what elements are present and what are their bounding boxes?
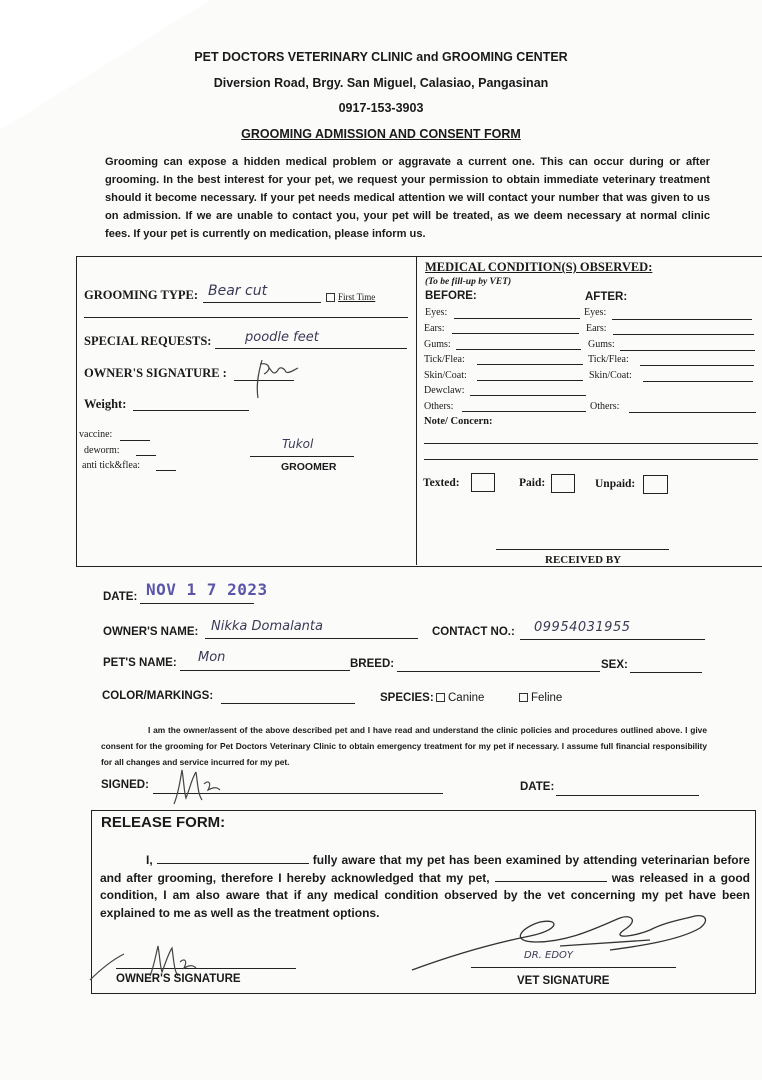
after-ears-label: Ears: [586,323,607,334]
weight-label: Weight: [84,397,127,411]
groomer-value[interactable]: Tukol [282,437,314,451]
grooming-type-value[interactable]: Bear cut [208,283,268,299]
before-skin-label: Skin/Coat: [424,370,467,381]
checkbox-icon [519,693,528,702]
special-requests-value[interactable]: poodle feet [245,330,319,345]
sex-line [630,672,702,673]
deworm-label: deworm: [84,445,120,456]
after-others-label: Others: [590,401,620,412]
texted-label: Texted: [423,477,460,489]
owner-name-label: OWNER'S NAME: [103,626,199,638]
date-stamp[interactable]: NOV 1 7 2023 [146,580,268,599]
before-others-label: Others: [424,401,454,412]
note-line-1 [424,443,758,444]
box-divider [416,256,417,565]
date2-label: DATE: [520,781,555,793]
after-tick-line [640,365,754,366]
after-skin-label: Skin/Coat: [589,370,632,381]
special-requests-line [215,348,407,349]
before-gums-label: Gums: [424,339,451,350]
antitick-line [156,470,176,471]
clinic-address: Diversion Road, Brgy. San Miguel, Calasiao, Pangasinan [213,76,549,90]
checkbox-icon [326,293,335,302]
color-label: COLOR/MARKINGS: [102,690,214,702]
after-eyes-label: Eyes: [584,307,607,318]
groomer-label: GROOMER [281,461,337,473]
note-line-2 [424,459,758,460]
before-dewclaw-label: Dewclaw: [424,385,465,396]
vet-name-value[interactable]: DR. EDOY [524,950,574,961]
first-time-label: First Time [338,292,376,302]
first-time-checkbox[interactable] [326,292,375,302]
vaccine-label: vaccine: [79,429,113,440]
before-ears-label: Ears: [424,323,445,334]
form-title: GROOMING ADMISSION AND CONSENT FORM [241,127,521,141]
contact-line [520,639,705,640]
grooming-type-line-2 [84,317,408,318]
owner-name-line [205,638,418,639]
date2-line [556,795,699,796]
owner-name-value[interactable]: Nikka Domalanta [211,619,323,634]
checkbox-icon [436,693,445,702]
after-tick-label: Tick/Flea: [588,354,629,365]
color-line [221,703,355,704]
breed-line [397,671,600,672]
received-by-label: RECEIVED BY [545,554,622,566]
groomer-line [250,456,354,457]
before-label: BEFORE: [425,290,477,302]
deworm-line [136,455,156,456]
weight-line [133,410,249,411]
signed-label: SIGNED: [101,779,149,791]
before-tick-label: Tick/Flea: [424,354,465,365]
before-gums-line [456,349,581,350]
after-label: AFTER: [585,291,628,303]
consent-text: I am the owner/assent of the above described pet and I have read and understand the clinic policies and procedures outlined above. I give consent for the grooming for Pet Doctors Veterinary Clinic to obtain emergency treatment for my pet if necessary. I assume full financial responsibility for all changes and service incurred for my pet. [101,725,707,767]
pet-name-value[interactable]: Mon [198,650,226,665]
after-gums-line [620,350,755,351]
before-skin-line [477,380,583,381]
vet-signature-label: VET SIGNATURE [517,975,610,987]
contact-label: CONTACT NO.: [432,626,515,638]
grooming-type-line [203,302,321,303]
canine-label: Canine [448,692,485,704]
received-by-line [496,549,669,550]
intro-paragraph: Grooming can expose a hidden medical problem or aggravate a current one. This can occur during or after grooming. In the best interest for your pet, we request your permission to obtain immediate veterinary treatment should it become necessary. If your pet needs medical attention we will contact your number that was given to us on admission. If we are unable to contact you, your pet will be treated, as we deem necessary at normal clinic fees. If your pet is currently on medication, please inform us. [105,156,710,240]
species-label: SPECIES: [380,692,434,704]
after-gums-label: Gums: [588,339,615,350]
release-pet-blank[interactable] [495,871,607,882]
paid-label: Paid: [519,477,546,489]
before-eyes-label: Eyes: [425,307,448,318]
contact-value[interactable]: 09954031955 [534,620,631,635]
clinic-phone: 0917-153-3903 [338,101,424,115]
sex-label: SEX: [601,659,628,671]
canine-option[interactable] [436,692,484,704]
before-dewclaw-line [470,395,586,396]
grooming-type-label: GROOMING TYPE: [84,288,199,302]
clinic-name: PET DOCTORS VETERINARY CLINIC and GROOMING CENTER [194,50,568,64]
release-text-3: was released in a good condition, I am also aware that if any medical condition observed by the vet concerning my pet have been explained to me as well as the treatment options. [100,870,750,920]
after-others-line [629,412,756,413]
feline-option[interactable] [519,692,562,704]
before-tick-line [477,364,583,365]
after-skin-line [643,381,753,382]
before-ears-line [452,333,579,334]
texted-checkbox[interactable] [471,473,495,492]
unpaid-label: Unpaid: [595,478,636,490]
owner-signed-scribble [168,764,228,808]
pet-name-line [180,670,350,671]
date-label: DATE: [103,591,138,603]
after-ears-line [613,334,754,335]
release-text-1: I, [146,853,153,867]
paid-checkbox[interactable] [551,474,575,493]
unpaid-checkbox[interactable] [643,475,668,494]
pet-name-label: PET'S NAME: [103,657,177,669]
after-eyes-line [612,319,752,320]
breed-label: BREED: [350,658,395,670]
note-label: Note/ Concern: [424,416,493,427]
feline-label: Feline [531,692,563,704]
before-eyes-line [454,318,580,319]
vet-signature-line [471,967,676,968]
special-requests-label: SPECIAL REQUESTS: [84,334,212,348]
vaccine-line [120,440,150,441]
owner-signature-label: OWNER'S SIGNATURE : [84,366,227,380]
medical-subtitle: (To be fill-up by VET) [425,277,512,287]
release-title: RELEASE FORM: [101,814,226,831]
owner-signature-scribble [248,356,308,402]
antitick-label: anti tick&flea: [82,460,141,471]
owner-release-signature-label: OWNER'S SIGNATURE [116,973,241,985]
release-text-2: fully aware that my pet has been examined by attending veterinarian before and after grooming, therefore I hereby acknowledged that my pet, [100,853,750,885]
medical-title: MEDICAL CONDITION(S) OBSERVED: [425,260,653,274]
before-others-line [462,411,586,412]
date-line [140,603,254,604]
release-name-blank[interactable] [157,853,309,864]
